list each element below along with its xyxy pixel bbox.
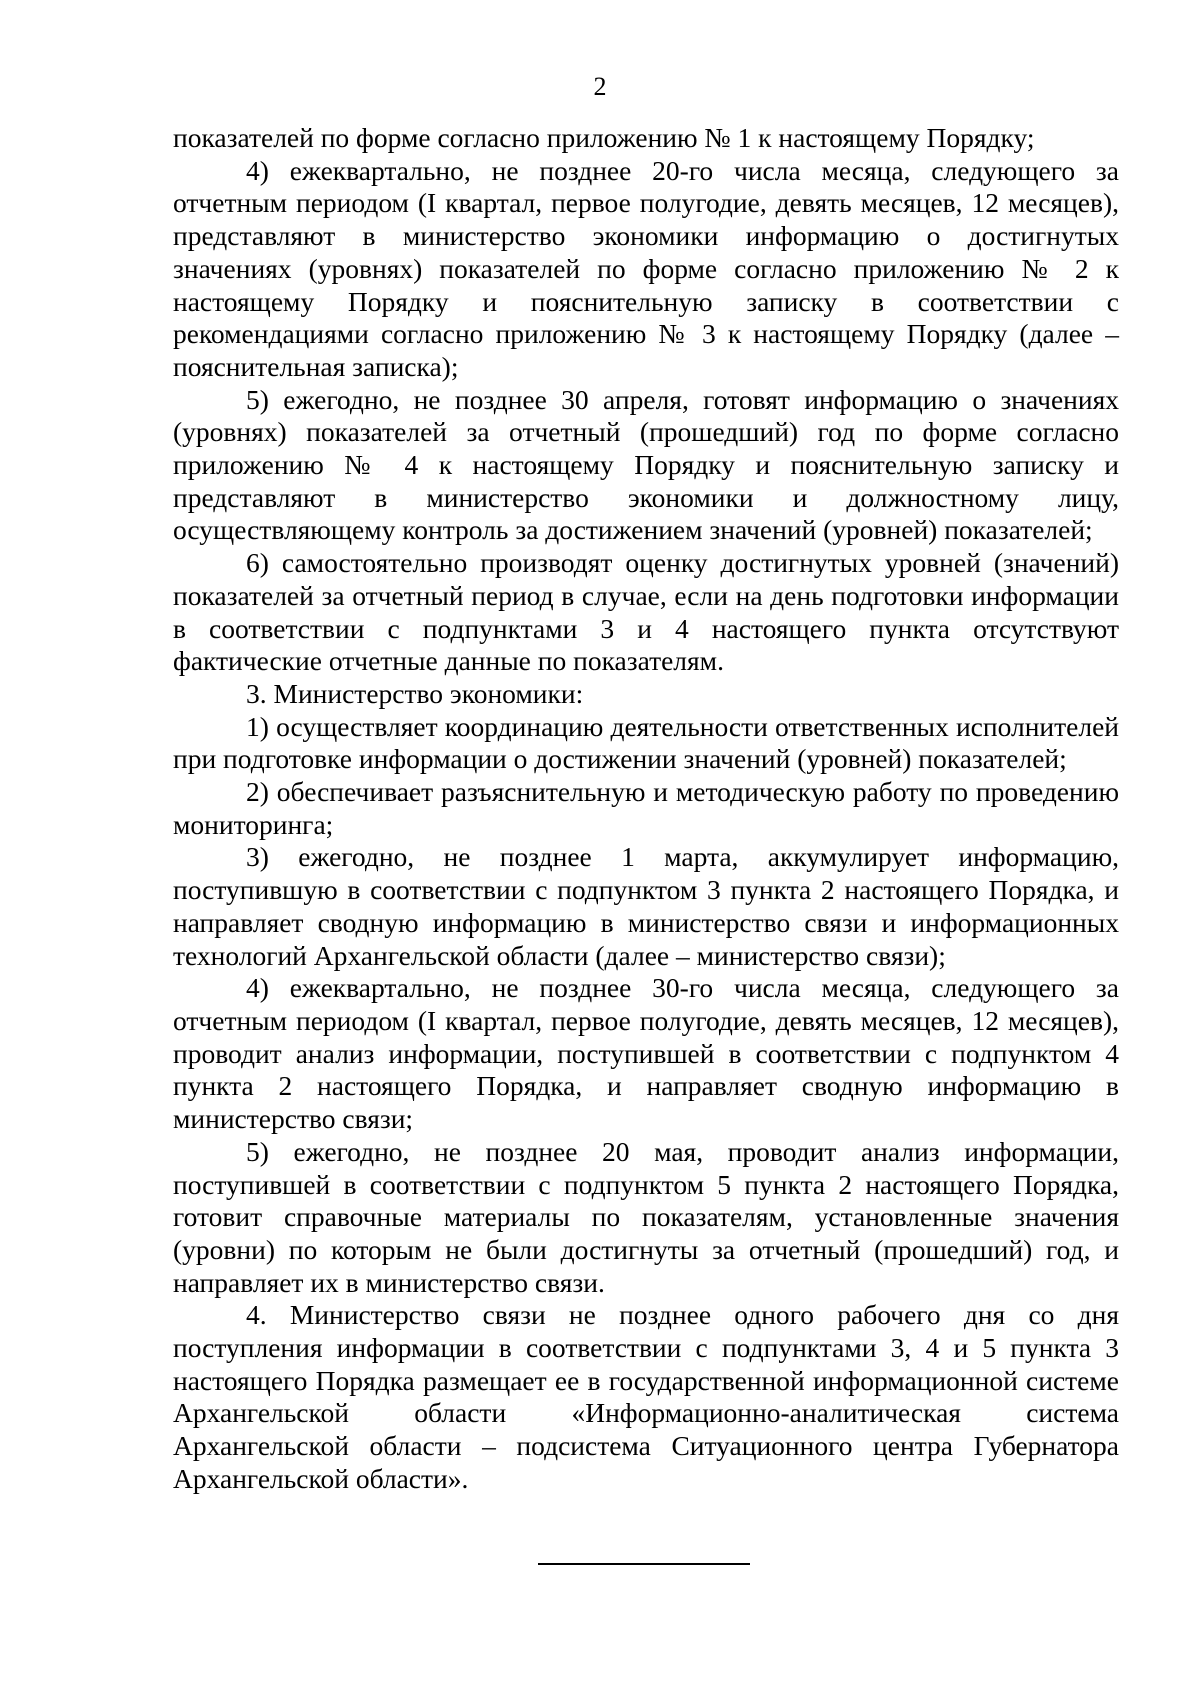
paragraph-2-5: 5) ежегодно, не позднее 30 апреля, готовят информацию о значениях (уровнях) показателей за отчетный (прошедший) год по форме согласно приложению № 4 к настоящему Порядку и пояснительную записку и представляют в министерство экономики и должностному лицу, осуществляющему контроль за достижением значений (уровней) показателей; [173,383,1119,546]
paragraph-2-4: 4) ежеквартально, не позднее 20-го числа месяца, следующего за отчетным периодом (I квартал, первое полугодие, девять месяцев, 12 месяцев), представляют в министерство экономики информацию о достигнутых значениях (уровнях) показателей по форме согласно приложению № 2 к настоящему Порядку и пояснительную записку в соответствии с рекомендациями согласно приложению № 3 к настоящему Порядку (далее – пояснительная записка); [173,154,1119,382]
section-3-heading: 3. Министерство экономики: [246,677,584,709]
paragraph-3-5: 5) ежегодно, не позднее 20 мая, проводит анализ информации, поступившей в соответствии с подпунктом 5 пункта 2 настоящего Порядка, готовит справочные материалы по показателям, установленные значения (уровни) по которым не были достигнуты за отчетный (прошедший) год, и направляет их в министерство связи. [173,1135,1119,1298]
paragraph-2-6: 6) самостоятельно производят оценку достигнутых уровней (значений) показателей за отчетный период в случае, если на день подготовки информации в соответствии с подпунктами 3 и 4 настоящего пункта отсутствуют фактические отчетные данные по показателям. [173,547,1119,677]
paragraph-3-2: 2) обеспечивает разъяснительную и методическую работу по проведению мониторинга; [173,776,1119,840]
paragraph-3-3: 3) ежегодно, не позднее 1 марта, аккумулирует информацию, поступившую в соответствии с подпунктом 3 пункта 2 настоящего Порядка, и направляет сводную информацию в министерство связи и информационных технологий Архангельской области (далее – министерство связи); [173,841,1119,971]
section-4-paragraph: 4. Министерство связи не позднее одного рабочего дня со дня поступления информации в соответствии с подпунктами 3, 4 и 5 пункта 3 настоящего Порядка размещает ее в государственной информационной системе Архангельской области «Информационно-аналитическая система Архангельской области – подсистема Ситуационного центра Губернатора Архангельской области». [173,1299,1119,1494]
end-of-document-rule [538,1563,750,1565]
paragraph-3-4: 4) ежеквартально, не позднее 30-го числа месяца, следующего за отчетным периодом (I квартал, первое полугодие, девять месяцев, 12 месяцев), проводит анализ информации, поступившей в соответствии с подпунктом 4 пункта 2 настоящего Порядка, и направляет сводную информацию в министерство связи; [173,972,1119,1135]
paragraph-continuation: показателей по форме согласно приложению № 1 к настоящему Порядку; [173,122,1035,153]
paragraph-3-1: 1) осуществляет координацию деятельности ответственных исполнителей при подготовке информации о достижении значений (уровней) показателей; [173,710,1119,775]
document-body [173,122,1119,1496]
page-number: 2 [593,72,607,101]
